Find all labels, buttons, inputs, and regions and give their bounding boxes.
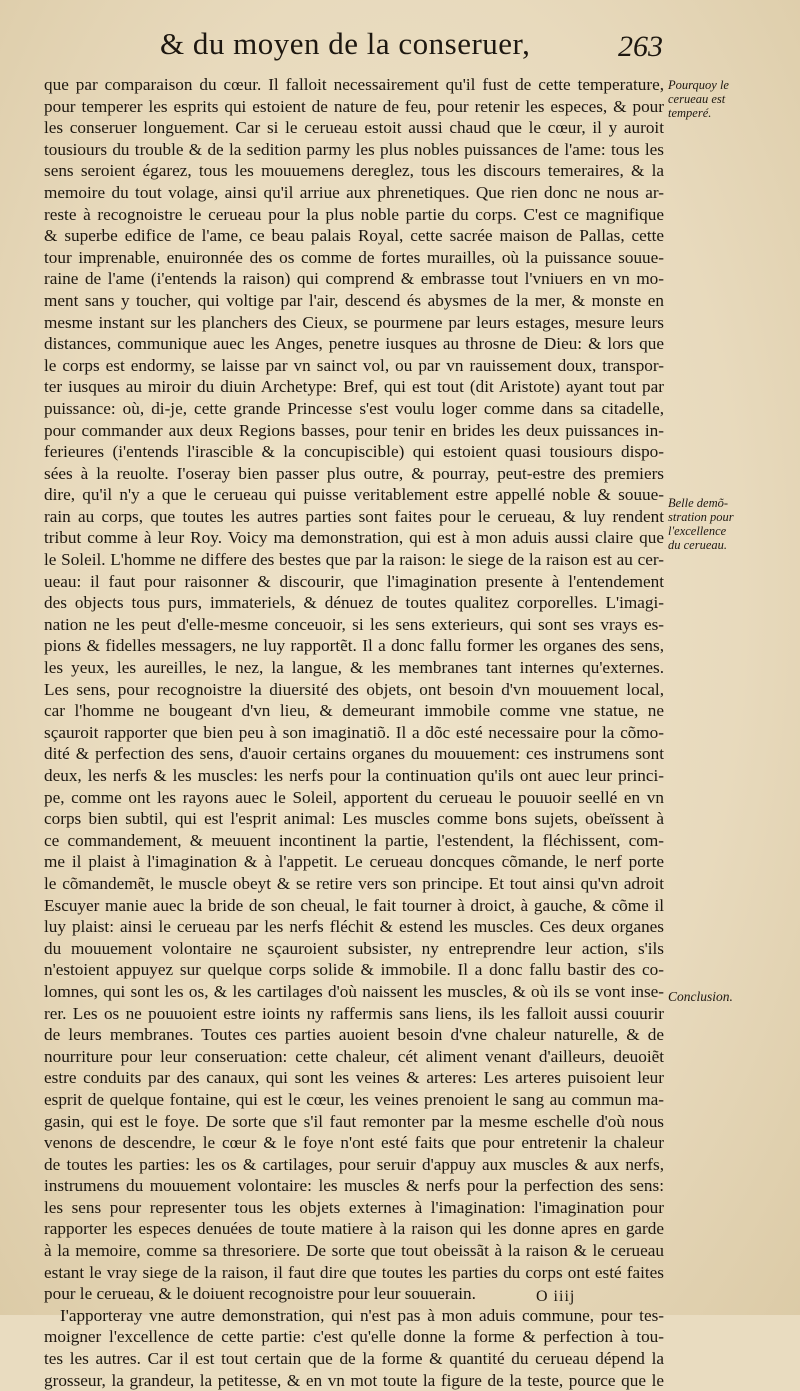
text-line: Les sens, pour recognoistre la diuersité des objets, ont besoin d'vn mouuement local,: [44, 679, 664, 699]
text-line: lomnes, qui sont les os, & les cartilages d'où naissent les muscles, & où ils se vont inse-: [44, 981, 664, 1001]
text-line: estant le vray siege de la raison, il faut dire que toutes les parties du corps ont esté faites: [44, 1262, 664, 1282]
text-line: pour commander aux deux Regions basses, pour tenir en brides les deux puissances in-: [44, 420, 664, 440]
text-line: rain au corps, que toutes les autres parties sont faites pour le cerueau, & luy rendent: [44, 506, 664, 526]
text-line: le Soleil. L'homme ne differe des bestes que par la raison: le siege de la raison est au cer-: [44, 550, 664, 570]
text-line: instrumens du mouuement volontaire: les muscles & nerfs pour la perfection des sens:: [44, 1176, 664, 1196]
margin-note-line: l'excellence: [668, 524, 727, 538]
text-line: n'estoient appuyez sur quelque corps solide & immobile. Il a donc fallu bastir des co-: [44, 960, 664, 980]
text-line: tousiours du trouble & de la sedition parmy les plus nobles puissances de l'ame: tous les: [44, 139, 664, 159]
text-line: pour temperer les esprits qui estoient de nature de feu, pour retenir les especes, & pour: [44, 96, 664, 116]
text-line: grosseur, la grandeur, la petitesse, & en vn mot toute la figure de la teste, pource que le: [44, 1370, 664, 1390]
text-line: sçauroit rapporter que bien peu à son imaginatiõ. Il a dõc esté necessaire pour la cõmo-: [44, 722, 664, 742]
margin-note-conclusion: [668, 990, 796, 1004]
text-line: sens seroient égarez, tous les mouuemens dereglez, tous les discours temeraires, & la: [44, 161, 664, 181]
margin-note-line: Pourquoy le: [668, 78, 729, 92]
text-line: moigner l'excellence de cette partie: c'est qu'elle donne la forme & perfection à tou-: [44, 1327, 664, 1347]
signature-mark: O iiij: [536, 1288, 576, 1305]
text-line: les yeux, les aureilles, le nez, la langue, & les membranes tant internes qu'externes.: [44, 658, 664, 678]
text-line: le corps est endormy, se laisse par vn sainct vol, ou par vn rauissement doux, transpor-: [44, 355, 664, 375]
text-line: de toutes les parties: les os & cartilages, pour seruir d'appuy aux muscles & aux nerfs,: [44, 1154, 664, 1174]
text-line: esprit de quelque fontaine, qui est le cœur, les veines prenoient le sang au commun ma-: [44, 1089, 664, 1109]
text-line: tes les autres. Car il est tout certain que de la forme & quantité du cerueau dépend la: [44, 1349, 664, 1369]
margin-note-line: temperé.: [668, 106, 712, 120]
text-line: ter iusques au miroir du diuin Archetype: Bref, qui est tout (dit Aristote) ayant tout par: [44, 377, 664, 397]
text-line: pour le cerueau, & le doiuent recognoistre pour leur souuerain.: [44, 1284, 476, 1304]
text-line: pe, comme ont les rayons auec le Soleil, apportent du cerueau le pouuoir seellé en vn: [44, 787, 664, 807]
text-line: tour imprenable, enuironnée des os comme de fortes murailles, où la puissance souue-: [44, 247, 664, 267]
margin-note-line: du cerueau.: [668, 538, 728, 552]
text-line: reste à recognoistre le cerueau pour la plus noble partie du corps. C'est ce magnifique: [44, 204, 664, 224]
text-line: ueau: il faut pour raisonner & discourir, que l'imagination presente à l'entendement: [44, 571, 664, 591]
text-line: I'apporteray vne autre demonstration, qui n'est pas à mon aduis commune, pour tes-: [60, 1305, 664, 1325]
margin-note-temperature: [668, 78, 796, 120]
text-line: venons de descendre, le cœur & le foye n'ont esté faits que pour entretenir la chaleur: [44, 1133, 664, 1153]
text-line: pions & fidelles messagers, ne luy rapportẽt. Il a donc fallu former les organes des sens,: [44, 636, 664, 656]
margin-note-line: Conclusion.: [668, 989, 733, 1004]
text-line: memoire du tout volage, ainsi qu'il arriue aux phrenetiques. Que rien donc ne nous ar-: [44, 182, 664, 202]
text-line: du mouuement volontaire ne sçauroient subsister, ny entreprendre leur action, s'ils: [44, 938, 664, 958]
running-head: & du moyen de la conseruer,: [160, 26, 531, 61]
text-line: & superbe edifice de l'ame, ce beau palais Royal, cette sacrée maison de Pallas, cette: [44, 226, 664, 246]
text-line: à la memoire, comme sa thresoriere. De sorte que tout obeissãt à la raison & le cerueau: [44, 1241, 664, 1261]
text-line: le cõmandemẽt, le muscle obeyt & se retire vers son principe. Et tout ainsi qu'vn adroit: [44, 873, 664, 893]
text-line: rapporter les especes denuées de toute matiere à la raison qui les donne apres en garde: [44, 1219, 664, 1239]
text-line: corps bien subtil, qui est l'esprit animal: Les muscles comme bons sujets, obeïssent à: [44, 809, 664, 829]
text-line: mesme instant sur les planchers des Cieux, se pourmene par leurs estages, mesure leurs: [44, 312, 664, 332]
margin-note-line: cerueau est: [668, 92, 726, 106]
text-line: ce commandement, & meuuent incontinent la partie, l'estendent, la fléchissent, com-: [44, 830, 664, 850]
text-line: dité & perfection des sens, d'auoir certains organes du mouuement: ces instrumens sont: [44, 744, 664, 764]
text-line: raine de l'ame (i'entends la raison) qui comprend & embrasse tout l'vniuers en vn mo-: [44, 269, 664, 289]
text-line: que par comparaison du cœur. Il falloit necessairement qu'il fust de cette temperature,: [44, 75, 664, 94]
text-line: Escuyer manie auec la bride de son cheual, le fait tourner à droict, à gauche, & cõme il: [44, 895, 664, 915]
margin-note-line: Belle demõ-: [668, 496, 729, 510]
text-line: ferieures (i'entends l'irascible & la concupiscible) qui estoient quasi tousiours dispo-: [44, 442, 664, 462]
body-text: [44, 74, 664, 1391]
text-line: estre conduits par des canaux, qui sont les veines & arteres: Les arteres puisoient leur: [44, 1068, 664, 1088]
text-line: car l'homme ne bougeant d'vn lieu, & demeurant immobile comme vne statue, ne: [44, 701, 664, 721]
text-line: les conseruer longuement. Car si le cerueau estoit aussi chaud que le cœur, il y auroit: [44, 118, 664, 138]
text-line: les sens pour representer tous les objets externes à l'imagination: l'imagination pour: [44, 1197, 664, 1217]
text-line: me il plaist à l'imagination & à l'appetit. Le cerueau doncques cõmande, le nerf porte: [44, 852, 664, 872]
page-header: [160, 26, 680, 70]
text-line: ment sans y toucher, qui voltige par l'air, descend és abysmes de la mer, & monste en: [44, 290, 664, 310]
margin-note-demonstration: [668, 496, 796, 552]
text-line: nourriture pour leur conseruation: cette chaleur, cét aliment venant d'ailleurs, deuoiẽt: [44, 1046, 664, 1066]
text-line: des objects tous purs, immateriels, & dénuez de toutes qualitez corporelles. L'imagi-: [44, 593, 664, 613]
text-line: gasin, qui est le foye. De sorte que s'il faut remonter par la mesme eschelle d'où nous: [44, 1111, 664, 1131]
text-line: rer. Les os ne pouuoient estre ioints ny raffermis sans liens, ils les falloit aussi couurir: [44, 1003, 664, 1023]
text-line: sées à la reuolte. I'oseray bien passer plus outre, & pourray, peut-estre des premiers: [44, 463, 664, 483]
margin-note-line: stration pour: [668, 510, 734, 524]
text-line: deux, les nerfs & les muscles: les nerfs pour la continuation qu'ils ont auec leur princi-: [44, 766, 664, 785]
text-line: dire, qu'il n'y a que le cerueau qui puisse veritablement estre appellé noble & souue-: [44, 485, 664, 505]
text-line: puissance: où, di-je, cette grande Princesse s'est voulu loger comme dans sa citadelle,: [44, 398, 664, 418]
page-number: 263: [618, 30, 663, 63]
text-line: nation ne les peut d'elle-mesme conceuoir, si les sens exterieurs, qui sont ses vrays es-: [44, 614, 664, 634]
text-line: distances, communique auec les Anges, penetre iusques au throsne de Dieu: & lors que: [44, 334, 664, 354]
text-line: tribut comme à leur Roy. Voicy ma demonstration, qui est à mon aduis aussi claire que: [44, 528, 664, 548]
text-line: luy plaist: ainsi le cerueau par les nerfs fléchit & estend les muscles. Ces deux organes: [44, 917, 664, 937]
text-line: de leurs membranes. Toutes ces parties auoient besoin d'vne chaleur naturelle, & de: [44, 1025, 664, 1045]
